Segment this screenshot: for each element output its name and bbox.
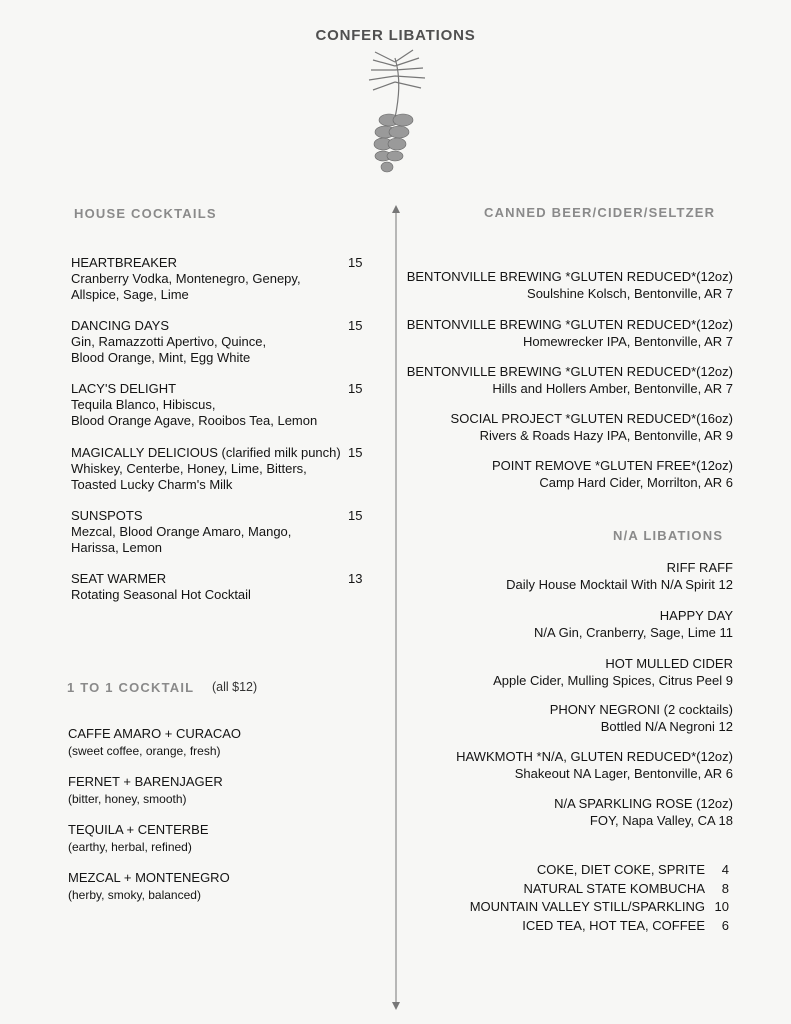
soft-drink-price: 10 (714, 899, 729, 914)
cocktail-desc: Rotating Seasonal Hot Cocktail (71, 587, 251, 602)
na-item (550, 701, 733, 735)
one-to-one-desc: (herby, smoky, balanced) (68, 887, 201, 902)
soft-drink-name: NATURAL STATE KOMBUCHA (523, 880, 705, 896)
pine-sprig-icon (355, 48, 445, 178)
beer-desc: Soulshine Kolsch, Bentonville, AR 7 (527, 286, 733, 301)
soft-drinks-list (470, 861, 729, 935)
na-name: HAWKMOTH *N/A, GLUTEN REDUCED*(12oz) (456, 749, 733, 764)
cocktail-name: HEARTBREAKER (71, 255, 177, 270)
beer-name: POINT REMOVE *GLUTEN FREE*(12oz) (491, 458, 733, 473)
beer-desc: Camp Hard Cider, Morrilton, AR 6 (539, 475, 733, 490)
na-name: HAPPY DAY (659, 608, 733, 623)
soft-drink-row (470, 880, 729, 899)
menu-title: CONFER LIBATIONS (315, 27, 476, 44)
one-to-one-desc: (earthy, herbal, refined) (68, 839, 192, 854)
cocktail-desc: Blood Orange, Mint, Egg White (71, 350, 251, 365)
na-item (554, 795, 733, 829)
one-to-one-note: (all $12) (212, 680, 258, 694)
beer-item (407, 268, 733, 302)
cocktail-item (71, 571, 371, 603)
cocktail-price: 13 (348, 571, 363, 586)
beer-item (451, 410, 733, 444)
beer-desc: Homewrecker IPA, Bentonville, AR 7 (522, 334, 733, 349)
beer-item (407, 363, 733, 397)
na-name: RIFF RAFF (666, 560, 733, 575)
beer-name: BENTONVILLE BREWING *GLUTEN REDUCED*(12oz) (406, 269, 733, 284)
cocktail-item (71, 445, 371, 493)
beer-item (492, 457, 733, 491)
soft-drink-name: MOUNTAIN VALLEY STILL/SPARKLING (469, 899, 705, 914)
one-to-one-name: CAFFE AMARO + CURACAO (68, 726, 241, 741)
na-item (534, 607, 733, 641)
column-divider (390, 205, 402, 1010)
na-desc: Daily House Mocktail With N/A Spirit 12 (506, 577, 733, 592)
one-to-one-item (68, 822, 209, 855)
beer-name: SOCIAL PROJECT *GLUTEN REDUCED*(16oz) (450, 411, 733, 426)
cocktail-price: 15 (348, 508, 363, 523)
na-name: PHONY NEGRONI (2 cocktails) (549, 702, 733, 717)
one-to-one-name: FERNET + BARENJAGER (68, 774, 223, 789)
cocktail-name: LACY'S DELIGHT (71, 381, 177, 396)
soft-drink-price: 6 (721, 917, 729, 933)
cocktail-desc: Gin, Ramazzotti Apertivo, Quince, (71, 334, 267, 349)
cocktail-name: DANCING DAYS (71, 318, 169, 333)
one-to-one-name: TEQUILA + CENTERBE (68, 822, 209, 837)
na-item (493, 655, 733, 689)
na-name: HOT MULLED CIDER (605, 656, 733, 671)
cocktail-desc: Harissa, Lemon (71, 540, 163, 555)
na-libations-heading: N/A LIBATIONS (613, 528, 724, 543)
one-to-one-item (68, 774, 223, 807)
soft-drink-name: COKE, DIET COKE, SPRITE (536, 862, 705, 877)
one-to-one-item (68, 870, 230, 903)
house-cocktails-heading: HOUSE COCKTAILS (74, 206, 217, 221)
na-desc: Bottled N/A Negroni 12 (600, 719, 733, 734)
na-desc: Shakeout NA Lager, Bentonville, AR 6 (514, 766, 733, 781)
na-item (506, 559, 733, 593)
cocktail-desc: Cranberry Vodka, Montenegro, Genepy, (71, 271, 301, 286)
one-to-one-desc: (bitter, honey, smooth) (68, 791, 187, 806)
cocktail-price: 15 (348, 318, 363, 333)
canned-heading: CANNED BEER/CIDER/SELTZER (484, 205, 716, 220)
beer-item (407, 316, 733, 350)
cocktail-desc: Blood Orange Agave, Rooibos Tea, Lemon (71, 413, 318, 428)
cocktail-item (71, 508, 371, 556)
soft-drink-price: 8 (721, 880, 729, 896)
one-to-one-desc: (sweet coffee, orange, fresh) (68, 743, 221, 758)
na-desc: Apple Cider, Mulling Spices, Citrus Peel 9 (493, 673, 733, 688)
na-desc: N/A Gin, Cranberry, Sage, Lime 11 (534, 625, 733, 640)
cocktail-desc: Tequila Blanco, Hibiscus, (71, 397, 216, 412)
one-to-one-item (68, 726, 241, 759)
cocktail-price: 15 (348, 445, 363, 460)
cocktail-item (71, 318, 371, 366)
cocktail-desc: Allspice, Sage, Lime (71, 287, 189, 302)
cocktail-desc: Mezcal, Blood Orange Amaro, Mango, (71, 524, 292, 539)
cocktail-desc: Toasted Lucky Charm's Milk (71, 477, 233, 492)
na-desc: FOY, Napa Valley, CA 18 (589, 813, 733, 828)
beer-name: BENTONVILLE BREWING *GLUTEN REDUCED*(12oz) (406, 364, 733, 379)
soft-drink-name: ICED TEA, HOT TEA, COFFEE (522, 917, 705, 933)
cocktail-price: 15 (348, 255, 363, 270)
soft-drink-row (470, 861, 729, 880)
one-to-one-name: MEZCAL + MONTENEGRO (68, 870, 230, 885)
cocktail-name: SEAT WARMER (71, 571, 167, 586)
beer-name: BENTONVILLE BREWING *GLUTEN REDUCED*(12oz) (406, 317, 733, 332)
cocktail-desc: Whiskey, Centerbe, Honey, Lime, Bitters, (71, 461, 307, 476)
soft-drink-row (470, 917, 729, 936)
cocktail-item (71, 255, 371, 303)
cocktail-name: SUNSPOTS (71, 508, 143, 523)
beer-desc: Hills and Hollers Amber, Bentonville, AR 7 (492, 381, 733, 396)
na-name: N/A SPARKLING ROSE (12oz) (554, 796, 733, 811)
one-to-one-heading: 1 TO 1 COCKTAIL (67, 680, 195, 695)
soft-drink-price: 4 (721, 862, 729, 877)
na-item (456, 748, 733, 782)
cocktail-price: 15 (348, 381, 363, 396)
cocktail-name: MAGICALLY DELICIOUS (clarified milk punch) (71, 445, 341, 460)
beer-desc: Rivers & Roads Hazy IPA, Bentonville, AR 9 (479, 428, 733, 443)
soft-drink-row (470, 898, 729, 917)
cocktail-item (71, 381, 371, 429)
